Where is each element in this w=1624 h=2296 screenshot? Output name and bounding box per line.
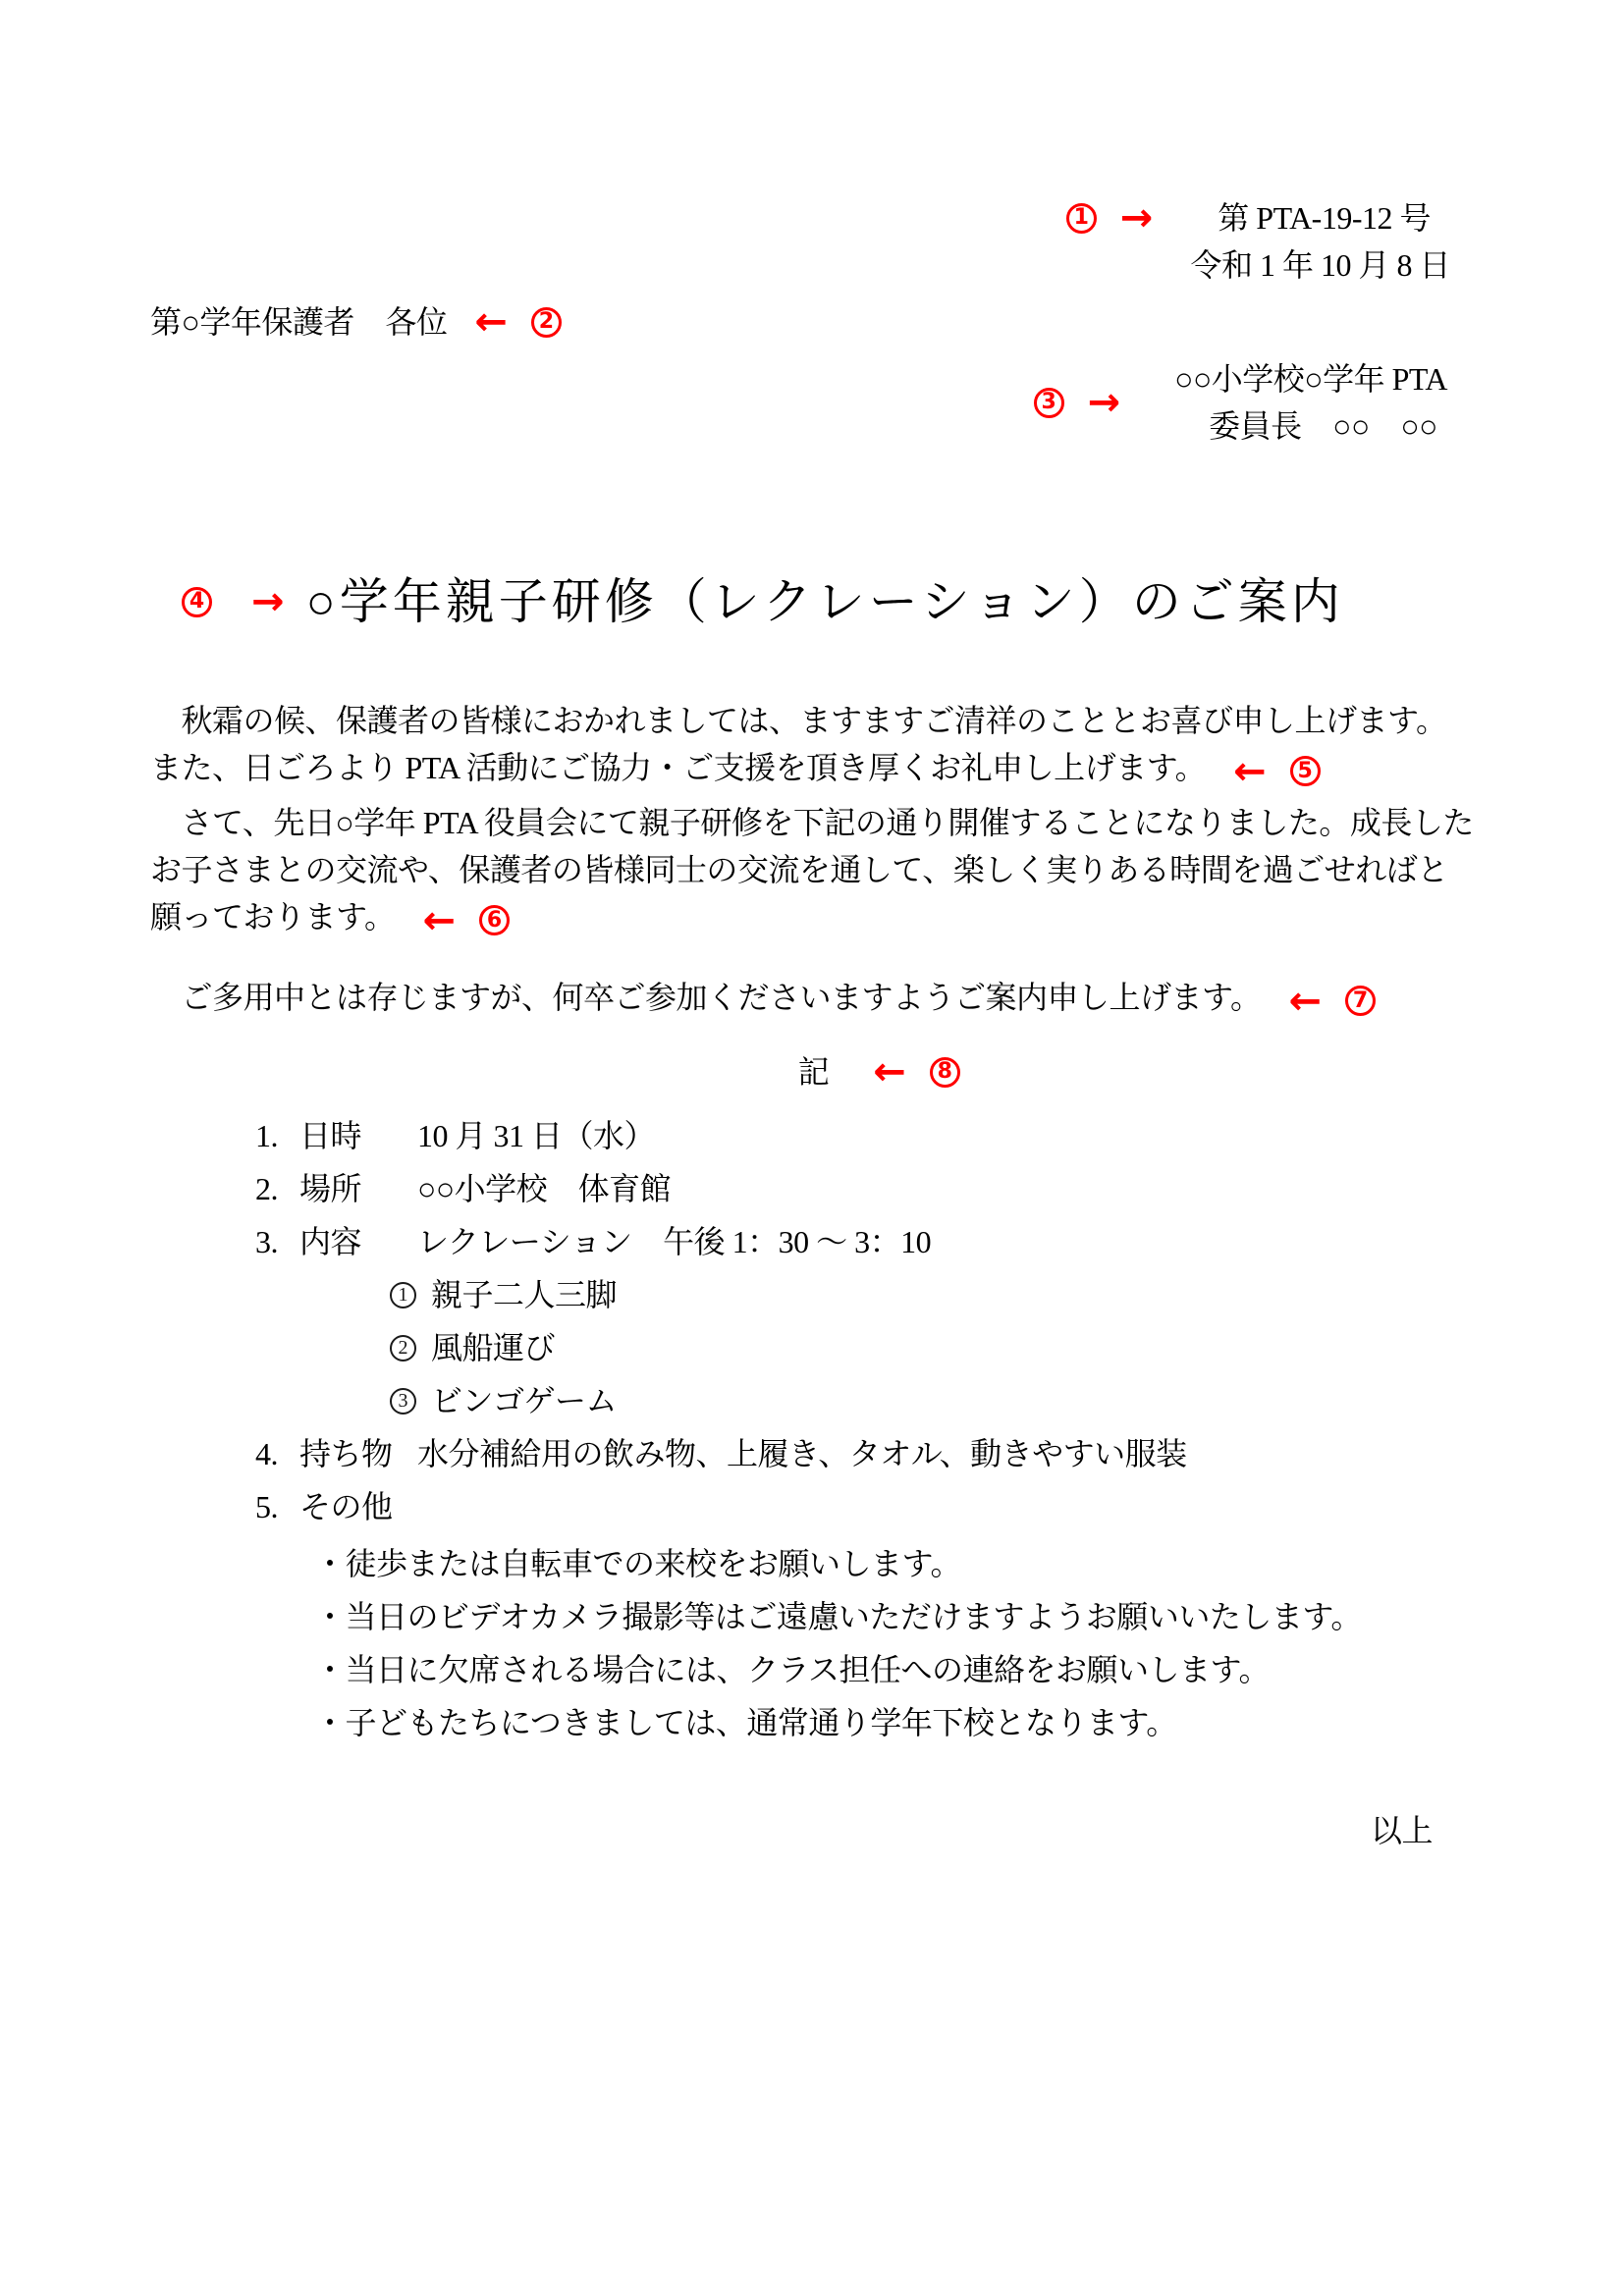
circled-number-2: 2	[531, 307, 562, 338]
list-item-place	[150, 1165, 1477, 1212]
arrow-right-icon: →	[1087, 380, 1121, 425]
issue-date: 令和 1 年 10 月 8 日	[1190, 247, 1450, 283]
annotation-marker-6	[422, 897, 510, 943]
item-number: 1.	[255, 1118, 278, 1153]
note-item: ・当日のビデオカメラ撮影等はご遠慮いただけますようお願いいたします。	[314, 1599, 1362, 1634]
annotation-marker-4	[182, 579, 285, 624]
sender-org: ○○小学校○学年 PTA	[1174, 361, 1447, 397]
closing-paragraph	[150, 974, 1477, 1024]
record-heading: 記	[797, 1054, 830, 1090]
activity-text: 親子二人三脚	[431, 1277, 618, 1312]
arrow-right-icon: →	[1119, 195, 1154, 240]
document-title: ○学年親子研修（レクレーション）のご案内	[305, 574, 1344, 629]
list-item-content	[150, 1218, 1477, 1265]
circled-number-1: 1	[1066, 203, 1097, 234]
arrow-left-icon: ←	[474, 299, 508, 345]
sender-chairperson: 委員長 ○○ ○○	[1209, 408, 1437, 444]
item-label: 内容	[299, 1224, 362, 1259]
opening-paragraph-text: 秋霜の候、保護者の皆様におかれましては、ますますご清祥のこととお喜び申し上げます。また、日ごろより PTA 活動にご協力・ご支援を頂き厚くお礼申し上げます。	[150, 703, 1447, 785]
record-heading-row	[150, 1048, 1477, 1095]
list-item-belongings	[150, 1430, 1477, 1477]
doc-number: 第 PTA-19-12 号	[1218, 200, 1431, 236]
closing-word-row	[150, 1807, 1477, 1854]
details-list	[150, 1112, 1477, 1746]
addressee: 第○学年保護者 各位	[150, 304, 448, 340]
item-value: レクレーション 午後 1：30 ～ 3：10	[417, 1224, 932, 1259]
item-label: 日時	[299, 1118, 362, 1153]
arrow-left-icon: ←	[1288, 978, 1322, 1024]
black-circled-number-2: 2	[390, 1335, 416, 1362]
item-value	[417, 1483, 1477, 1530]
annotation-marker-5	[1233, 748, 1321, 794]
annotation-marker-2	[474, 299, 562, 345]
closing-paragraph-text: ご多用中とは存じますが、何卒ご参加くださいますようご案内申し上げます。	[150, 980, 1262, 1015]
arrow-left-icon: ←	[1233, 748, 1267, 794]
black-circled-number-3: 3	[390, 1388, 416, 1415]
item-number: 3.	[255, 1224, 278, 1259]
activity-item	[150, 1271, 1477, 1318]
circled-number-7: 7	[1345, 986, 1376, 1016]
list-item-other	[150, 1483, 1477, 1530]
item-number: 5.	[255, 1489, 278, 1524]
circled-number-8: 8	[930, 1057, 960, 1088]
annotation-marker-1	[1066, 195, 1154, 240]
note-item: ・徒歩または自転車での来校をお願いします。	[314, 1546, 961, 1581]
sender-block	[150, 355, 1477, 450]
item-value: 10 月 31 日（水）	[417, 1118, 656, 1153]
circled-number-5: 5	[1290, 756, 1321, 786]
activity-text: 風船運び	[431, 1330, 556, 1365]
item-number: 4.	[255, 1436, 278, 1471]
addressee-row	[150, 298, 1477, 346]
note-item: ・子どもたちにつきましては、通常通り学年下校となります。	[314, 1705, 1177, 1740]
annotation-marker-3	[1034, 380, 1121, 425]
activity-item	[150, 1324, 1477, 1371]
list-item-datetime	[150, 1112, 1477, 1159]
activity-text: ビンゴゲーム	[431, 1383, 618, 1418]
note-item: ・当日に欠席される場合には、クラス担任への連絡をお願いします。	[314, 1652, 1270, 1687]
circled-number-6: 6	[479, 905, 510, 935]
item-label: 場所	[299, 1171, 362, 1206]
doc-number-row	[150, 194, 1477, 241]
body-paragraph	[150, 799, 1477, 943]
circled-number-4: 4	[182, 587, 212, 617]
circled-number-3: 3	[1034, 388, 1064, 418]
annotation-marker-8	[873, 1049, 960, 1095]
arrow-left-icon: ←	[873, 1049, 906, 1095]
item-value: ○○小学校 体育館	[417, 1171, 672, 1206]
activity-item	[150, 1377, 1477, 1424]
annotation-marker-7	[1288, 978, 1376, 1024]
item-number: 2.	[255, 1171, 278, 1206]
closing-word: 以上	[1370, 1813, 1433, 1848]
item-value: 水分補給用の飲み物、上履き、タオル、動きやすい服装	[417, 1436, 1187, 1471]
item-label: 持ち物	[299, 1436, 393, 1471]
issue-date-row	[150, 241, 1477, 289]
opening-paragraph	[150, 697, 1477, 794]
arrow-right-icon: →	[251, 579, 285, 624]
black-circled-number-1: 1	[390, 1282, 416, 1308]
item-label: その他	[299, 1489, 393, 1524]
title-row	[150, 567, 1477, 636]
body-paragraph-text: さて、先日○学年 PTA 役員会にて親子研修を下記の通り開催することになりました。成長したお子さまとの交流や、保護者の皆様同士の交流を通して、楽しく実りある時間を過ごせればと願っております。	[150, 805, 1474, 934]
arrow-left-icon: ←	[422, 897, 456, 943]
